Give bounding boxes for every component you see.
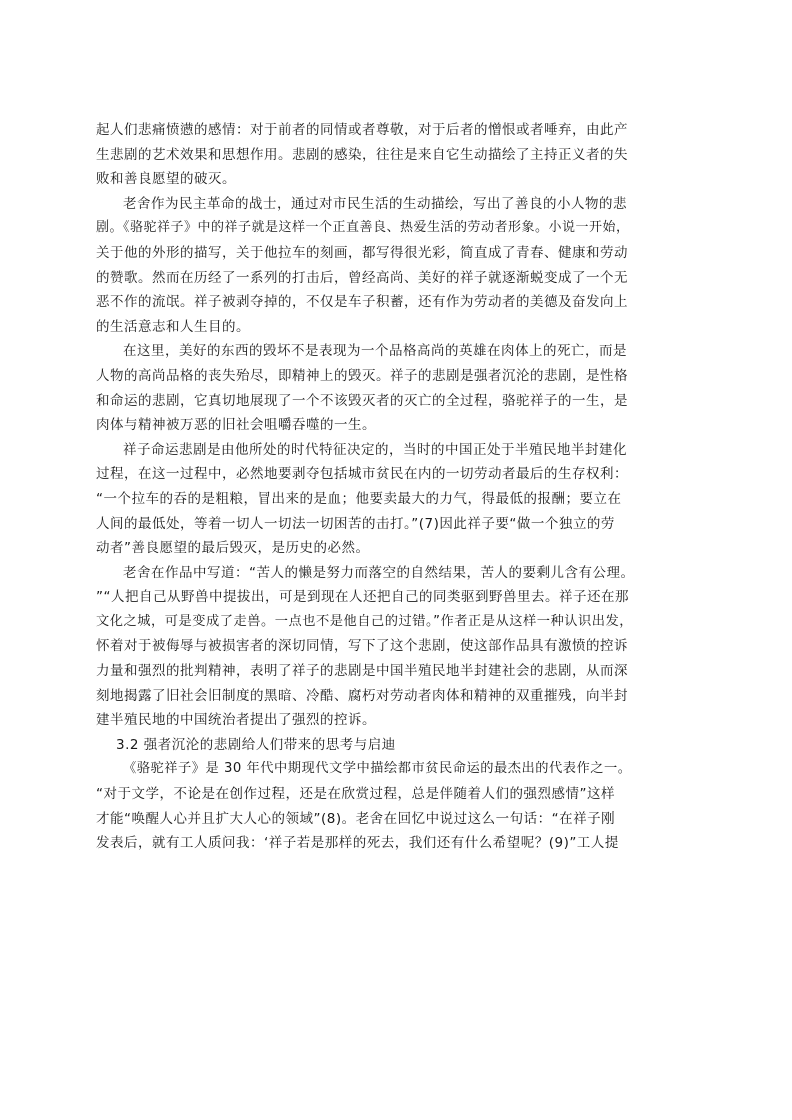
paragraph-first-line: 在这里，美好的东西的毁坏不是表现为一个品格高尚的英雄在肉体上的死亡，而是 [123,343,627,360]
text-line: 发表后，就有工人质问我：‘祥子若是那样的死去，我们还有什么希望呢？(9)”工人提 [96,835,619,852]
text-line: 肉体与精神被万恶的旧社会咀嚼吞噬的一生。 [96,417,376,434]
text-line: 力量和强烈的批判精神，表明了祥子的悲剧是中国半殖民地半封建社会的悲剧，从而深 [96,663,628,680]
section-heading: 3.2 强者沉沦的悲剧给人们带来的思考与启迪 [116,736,396,753]
text-line: 败和善良愿望的破灭。 [96,171,236,188]
text-line: 动者”善良愿望的最后毁灭，是历史的必然。 [96,540,370,557]
text-line: 剧。《骆驼祥子》中的祥子就是这样一个正直善良、热爱生活的劳动者形象。小说一开始， [96,220,630,236]
text-line: 的赞歌。然而在历经了一系列的打击后，曾经高尚、美好的祥子就逐渐蜕变成了一个无 [96,269,628,286]
text-line: 文化之城，可是变成了走兽。一点也不是他自己的过错。”作者正是从这样一种认识出发， [96,613,633,629]
text-line: 的生活意志和人生目的。 [96,318,250,335]
text-line: 生悲剧的艺术效果和思想作用。悲剧的感染，往往是来自它生动描绘了主持正义者的失 [96,146,628,163]
text-line: 刻地揭露了旧社会旧制度的黑暗、冷酷、腐朽对劳动者肉体和精神的双重摧残，向半封 [96,687,628,704]
text-line: 人间的最低处，等着一切人一切法一切困苦的击打。”(7)因此祥子要“做一个独立的劳 [96,515,615,532]
text-line: 恶不作的流氓。祥子被剥夺掉的，不仅是车子积蓄，还有作为劳动者的美德及奋发向上 [96,294,628,311]
text-line: 过程，在这一过程中，必然地要剥夺包括城市贫民在内的一切劳动者最后的生存权利： [96,466,628,483]
paragraph-first-line: 《骆驼祥子》是 30 年代中期现代文学中描绘都市贫民命运的最杰出的代表作之一。 [123,761,632,777]
text-line: 建半殖民地的中国统治者提出了强烈的控诉。 [96,712,376,729]
text-line: 怀着对于被侮辱与被损害者的深切同情，写下了这个悲剧，使这部作品具有激愤的控诉 [96,638,628,655]
text-line: 关于他的外形的描写，关于他拉车的刻画，都写得很光彩，简直成了青春、健康和劳动 [96,244,628,261]
text-line: 人物的高尚品格的丧失殆尽，即精神上的毁灭。祥子的悲剧是强者沉沦的悲剧，是性格 [96,367,628,384]
paragraph-first-line: 祥子命运悲剧是由他所处的时代特征决定的，当时的中国正处于半殖民地半封建化 [123,441,627,458]
paragraph-first-line: 老舍在作品中写道：“苦人的懒是努力而落空的自然结果，苦人的要剩儿含有公理。 [123,564,635,581]
text-line: 起人们悲痛愤懑的感情：对于前者的同情或者尊敬，对于后者的憎恨或者唾弃，由此产 [96,122,628,138]
text-line: 和命运的悲剧，它真切地展现了一个不该毁灭者的灭亡的全过程，骆驼祥子的一生，是 [96,392,628,409]
document-body [96,118,636,856]
text-line: ”“人把自己从野兽中提拔出，可是到现在人还把自己的同类驱到野兽里去。祥子还在那 [96,589,629,606]
paragraph-first-line: 老舍作为民主革命的战士，通过对市民生活的生动描绘，写出了善良的小人物的悲 [123,195,627,212]
text-line: “对于文学，不论是在创作过程，还是在欣赏过程，总是伴随着人们的强烈感情”这样 [96,786,615,803]
text-line: 才能“唤醒人心并且扩大人心的领域”(8)。老舍在回忆中说过这么一句话：“在祥子刚 [96,810,616,827]
text-line: “一个拉车的吞的是粗粮，冒出来的是血；他要卖最大的力气，得最低的报酬；要立在 [96,490,622,507]
